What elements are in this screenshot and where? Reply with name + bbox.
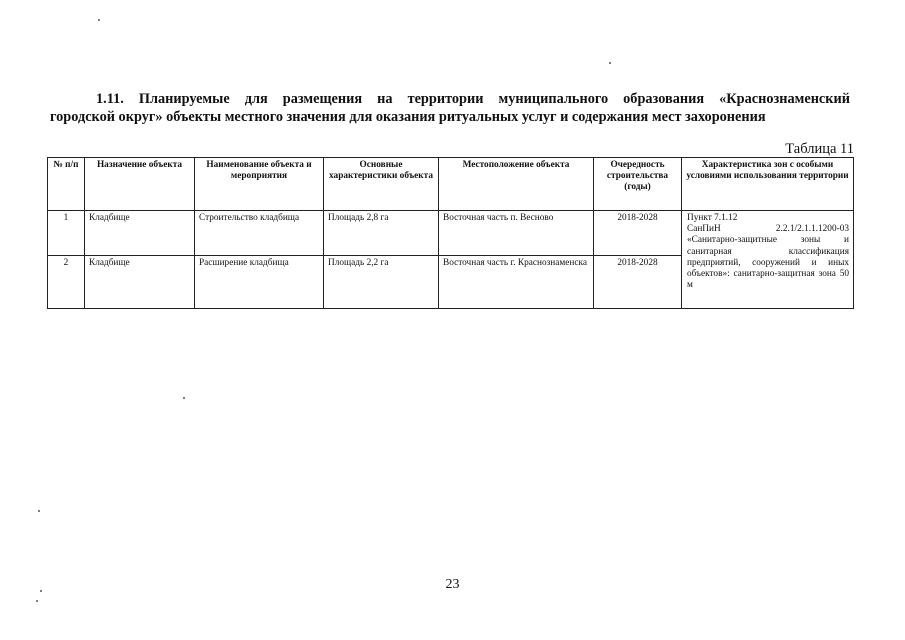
table-label: Таблица 11 — [785, 141, 854, 157]
cell-years: 2018-2028 — [594, 256, 682, 309]
header-cell-number: № п/п — [48, 158, 85, 211]
header-cell-characteristics: Основные характеристики объекта — [324, 158, 439, 211]
header-cell-purpose: Назначение объекта — [85, 158, 195, 211]
section-heading-line-1: 1.11. Планируемые для размещения на территории муниципального образования «Краснознаменский — [96, 91, 850, 107]
cell-name: Строительство кладбища — [195, 211, 324, 256]
scan-speck — [98, 19, 100, 21]
cell-location: Восточная часть г. Краснознаменска — [439, 256, 594, 309]
header-cell-years: Очередность строительства (годы) — [594, 158, 682, 211]
zone-text-line-3: «Санитарно-защитные зоны и санитарная классификация предприятий, сооружений и иных объектов»: санитарно-защитная зона 50 м — [687, 235, 849, 291]
cell-number: 1 — [48, 211, 85, 256]
cell-location: Восточная часть п. Весново — [439, 211, 594, 256]
cell-number: 2 — [48, 256, 85, 309]
scan-speck — [183, 397, 185, 399]
cell-name: Расширение кладбища — [195, 256, 324, 309]
zone-text-line-1: Пункт 7.1.12 — [687, 213, 738, 223]
cell-years: 2018-2028 — [594, 211, 682, 256]
cell-purpose: Кладбище — [85, 256, 195, 309]
scan-speck — [38, 510, 40, 512]
cell-characteristics: Площадь 2,8 га — [324, 211, 439, 256]
header-cell-name: Наименование объекта и мероприятия — [195, 158, 324, 211]
section-heading-line-2: городской округ» объекты местного значения для оказания ритуальных услуг и содержания мест захоронения — [50, 109, 766, 125]
section-heading — [50, 90, 850, 126]
scan-speck — [40, 590, 42, 592]
cell-zone-characteristics — [682, 211, 854, 309]
cell-characteristics: Площадь 2,2 га — [324, 256, 439, 309]
scan-speck — [36, 600, 38, 602]
header-cell-zones: Характеристика зон с особыми условиями использования территории — [682, 158, 854, 211]
data-table — [47, 157, 854, 309]
cell-purpose: Кладбище — [85, 211, 195, 256]
table-row — [48, 211, 854, 256]
page-number: 23 — [445, 577, 460, 592]
scan-speck — [609, 62, 611, 64]
table-header-row — [48, 158, 854, 211]
header-cell-location: Местоположение объекта — [439, 158, 594, 211]
zone-text-line-2: СанПиН 2.2.1/2.1.1.1200-03 — [687, 224, 849, 235]
